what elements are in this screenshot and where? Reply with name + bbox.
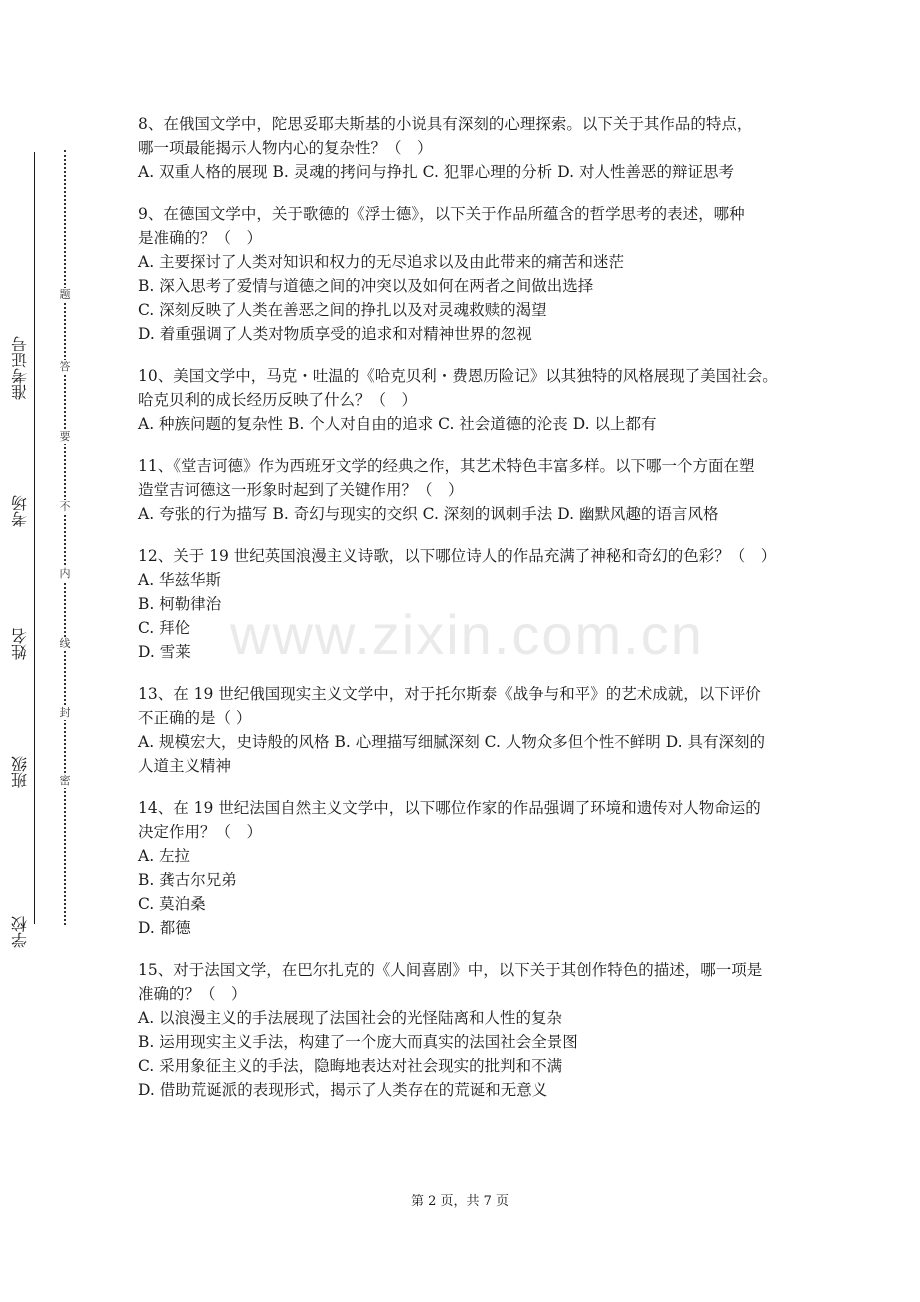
option-a: A. 主要探讨了人类对知识和权力的无尽追求以及由此带来的痛苦和迷茫	[138, 253, 625, 271]
seal-char-bu: 不	[59, 500, 71, 513]
question-text: 10、美国文学中，马克・吐温的《哈克贝利・费恩历险记》以其独特的风格展现了美国社会。	[138, 367, 778, 385]
option-line: A. 双重人格的展现 B. 灵魂的拷问与挣扎 C. 犯罪心理的分析 D. 对人性善恶的辩证思考	[138, 163, 734, 181]
question-text: 不正确的是（ ）	[138, 709, 252, 727]
question-text: 13、在 19 世纪俄国现实主义文学中，对于托尔斯泰《战争与和平》的艺术成就，以下评价	[138, 685, 761, 703]
option-c: C. 莫泊桑	[138, 895, 206, 913]
question-text: 决定作用？（ ）	[138, 823, 263, 841]
question-text: 8、在俄国文学中，陀思妥耶夫斯基的小说具有深刻的心理探索。以下关于其作品的特点，	[138, 115, 753, 133]
question-text: 9、在德国文学中，关于歌德的《浮士德》，以下关于作品所蕴含的哲学思考的表述，哪种	[138, 205, 745, 223]
option-line: A. 种族问题的复杂性 B. 个人对自由的追求 C. 社会道德的沦丧 D. 以上都有	[138, 415, 657, 433]
seal-char-xian: 线	[59, 637, 71, 650]
question-text: 哪一项最能揭示人物内心的复杂性？（ ）	[138, 139, 433, 157]
seal-char-da: 答	[59, 360, 71, 373]
question-10	[138, 364, 788, 436]
option-line: A. 夸张的行为描写 B. 奇幻与现实的交织 C. 深刻的讽刺手法 D. 幽默风趣的语言风格	[138, 505, 719, 523]
margin-label-class: 班级	[10, 756, 30, 788]
question-8	[138, 112, 788, 184]
option-c: C. 采用象征主义的手法，隐晦地表达对社会现实的批判和不满	[138, 1057, 563, 1075]
option-c: C. 深刻反映了人类在善恶之间的挣扎以及对灵魂救赎的渴望	[138, 301, 547, 319]
question-text: 哈克贝利的成长经历反映了什么？（ ）	[138, 391, 418, 409]
margin-label-school: 学校	[10, 916, 30, 948]
question-15	[138, 958, 788, 1102]
question-text: 造堂吉诃德这一形象时起到了关键作用？（ ）	[138, 481, 464, 499]
seal-char-ti: 题	[59, 288, 71, 301]
seal-char-feng: 封	[59, 706, 71, 719]
question-text: 是准确的？（ ）	[138, 229, 263, 247]
question-text: 15、对于法国文学，在巴尔扎克的《人间喜剧》中，以下关于其创作特色的描述，哪一项是	[138, 961, 763, 979]
option-a: A. 华兹华斯	[138, 571, 222, 589]
question-13	[138, 682, 788, 778]
option-b: B. 运用现实主义手法，构建了一个庞大而真实的法国社会全景图	[138, 1033, 578, 1051]
option-d: D. 着重强调了人类对物质享受的追求和对精神世界的忽视	[138, 325, 532, 343]
margin-dotted-line	[64, 150, 66, 925]
question-11	[138, 454, 788, 526]
margin-label-exam-id: 准考证号	[10, 336, 30, 400]
option-d: D. 借助荒诞派的表现形式，揭示了人类存在的荒诞和无意义	[138, 1081, 548, 1099]
page-footer: 第 2 页，共 7 页	[410, 1194, 510, 1209]
option-d: D. 雪莱	[138, 643, 191, 661]
margin-solid-line	[34, 152, 35, 924]
option-c: C. 拜伦	[138, 619, 191, 637]
option-b: B. 深入思考了爱情与道德之间的冲突以及如何在两者之间做出选择	[138, 277, 594, 295]
question-9	[138, 202, 788, 346]
question-14	[138, 796, 788, 940]
question-text: 11、《堂吉诃德》作为西班牙文学的经典之作，其艺术特色丰富多样。以下哪一个方面在塑	[138, 457, 755, 475]
seal-char-yao: 要	[59, 430, 71, 443]
seal-char-nei: 内	[59, 567, 71, 580]
question-12	[138, 544, 788, 664]
option-line: 人道主义精神	[138, 757, 232, 775]
question-list	[138, 112, 788, 1120]
seal-char-mi: 密	[59, 774, 71, 787]
margin-label-exam-room: 考场	[10, 495, 30, 527]
option-b: B. 龚古尔兄弟	[138, 871, 237, 889]
option-d: D. 都德	[138, 919, 191, 937]
option-a: A. 左拉	[138, 847, 191, 865]
question-text: 12、关于 19 世纪英国浪漫主义诗歌，以下哪位诗人的作品充满了神秘和奇幻的色彩？（ ）	[138, 547, 777, 565]
option-line: A. 规模宏大，史诗般的风格 B. 心理描写细腻深刻 C. 人物众多但个性不鲜明 D. 具有深刻的	[138, 733, 765, 751]
margin-label-name: 姓名	[10, 628, 30, 660]
option-a: A. 以浪漫主义的手法展现了法国社会的光怪陆离和人性的复杂	[138, 1009, 563, 1027]
question-text: 准确的？（ ）	[138, 985, 247, 1003]
watermark: www.zixin.com.cn	[230, 603, 704, 666]
question-text: 14、在 19 世纪法国自然主义文学中，以下哪位作家的作品强调了环境和遗传对人物命运的	[138, 799, 761, 817]
option-b: B. 柯勒律治	[138, 595, 222, 613]
